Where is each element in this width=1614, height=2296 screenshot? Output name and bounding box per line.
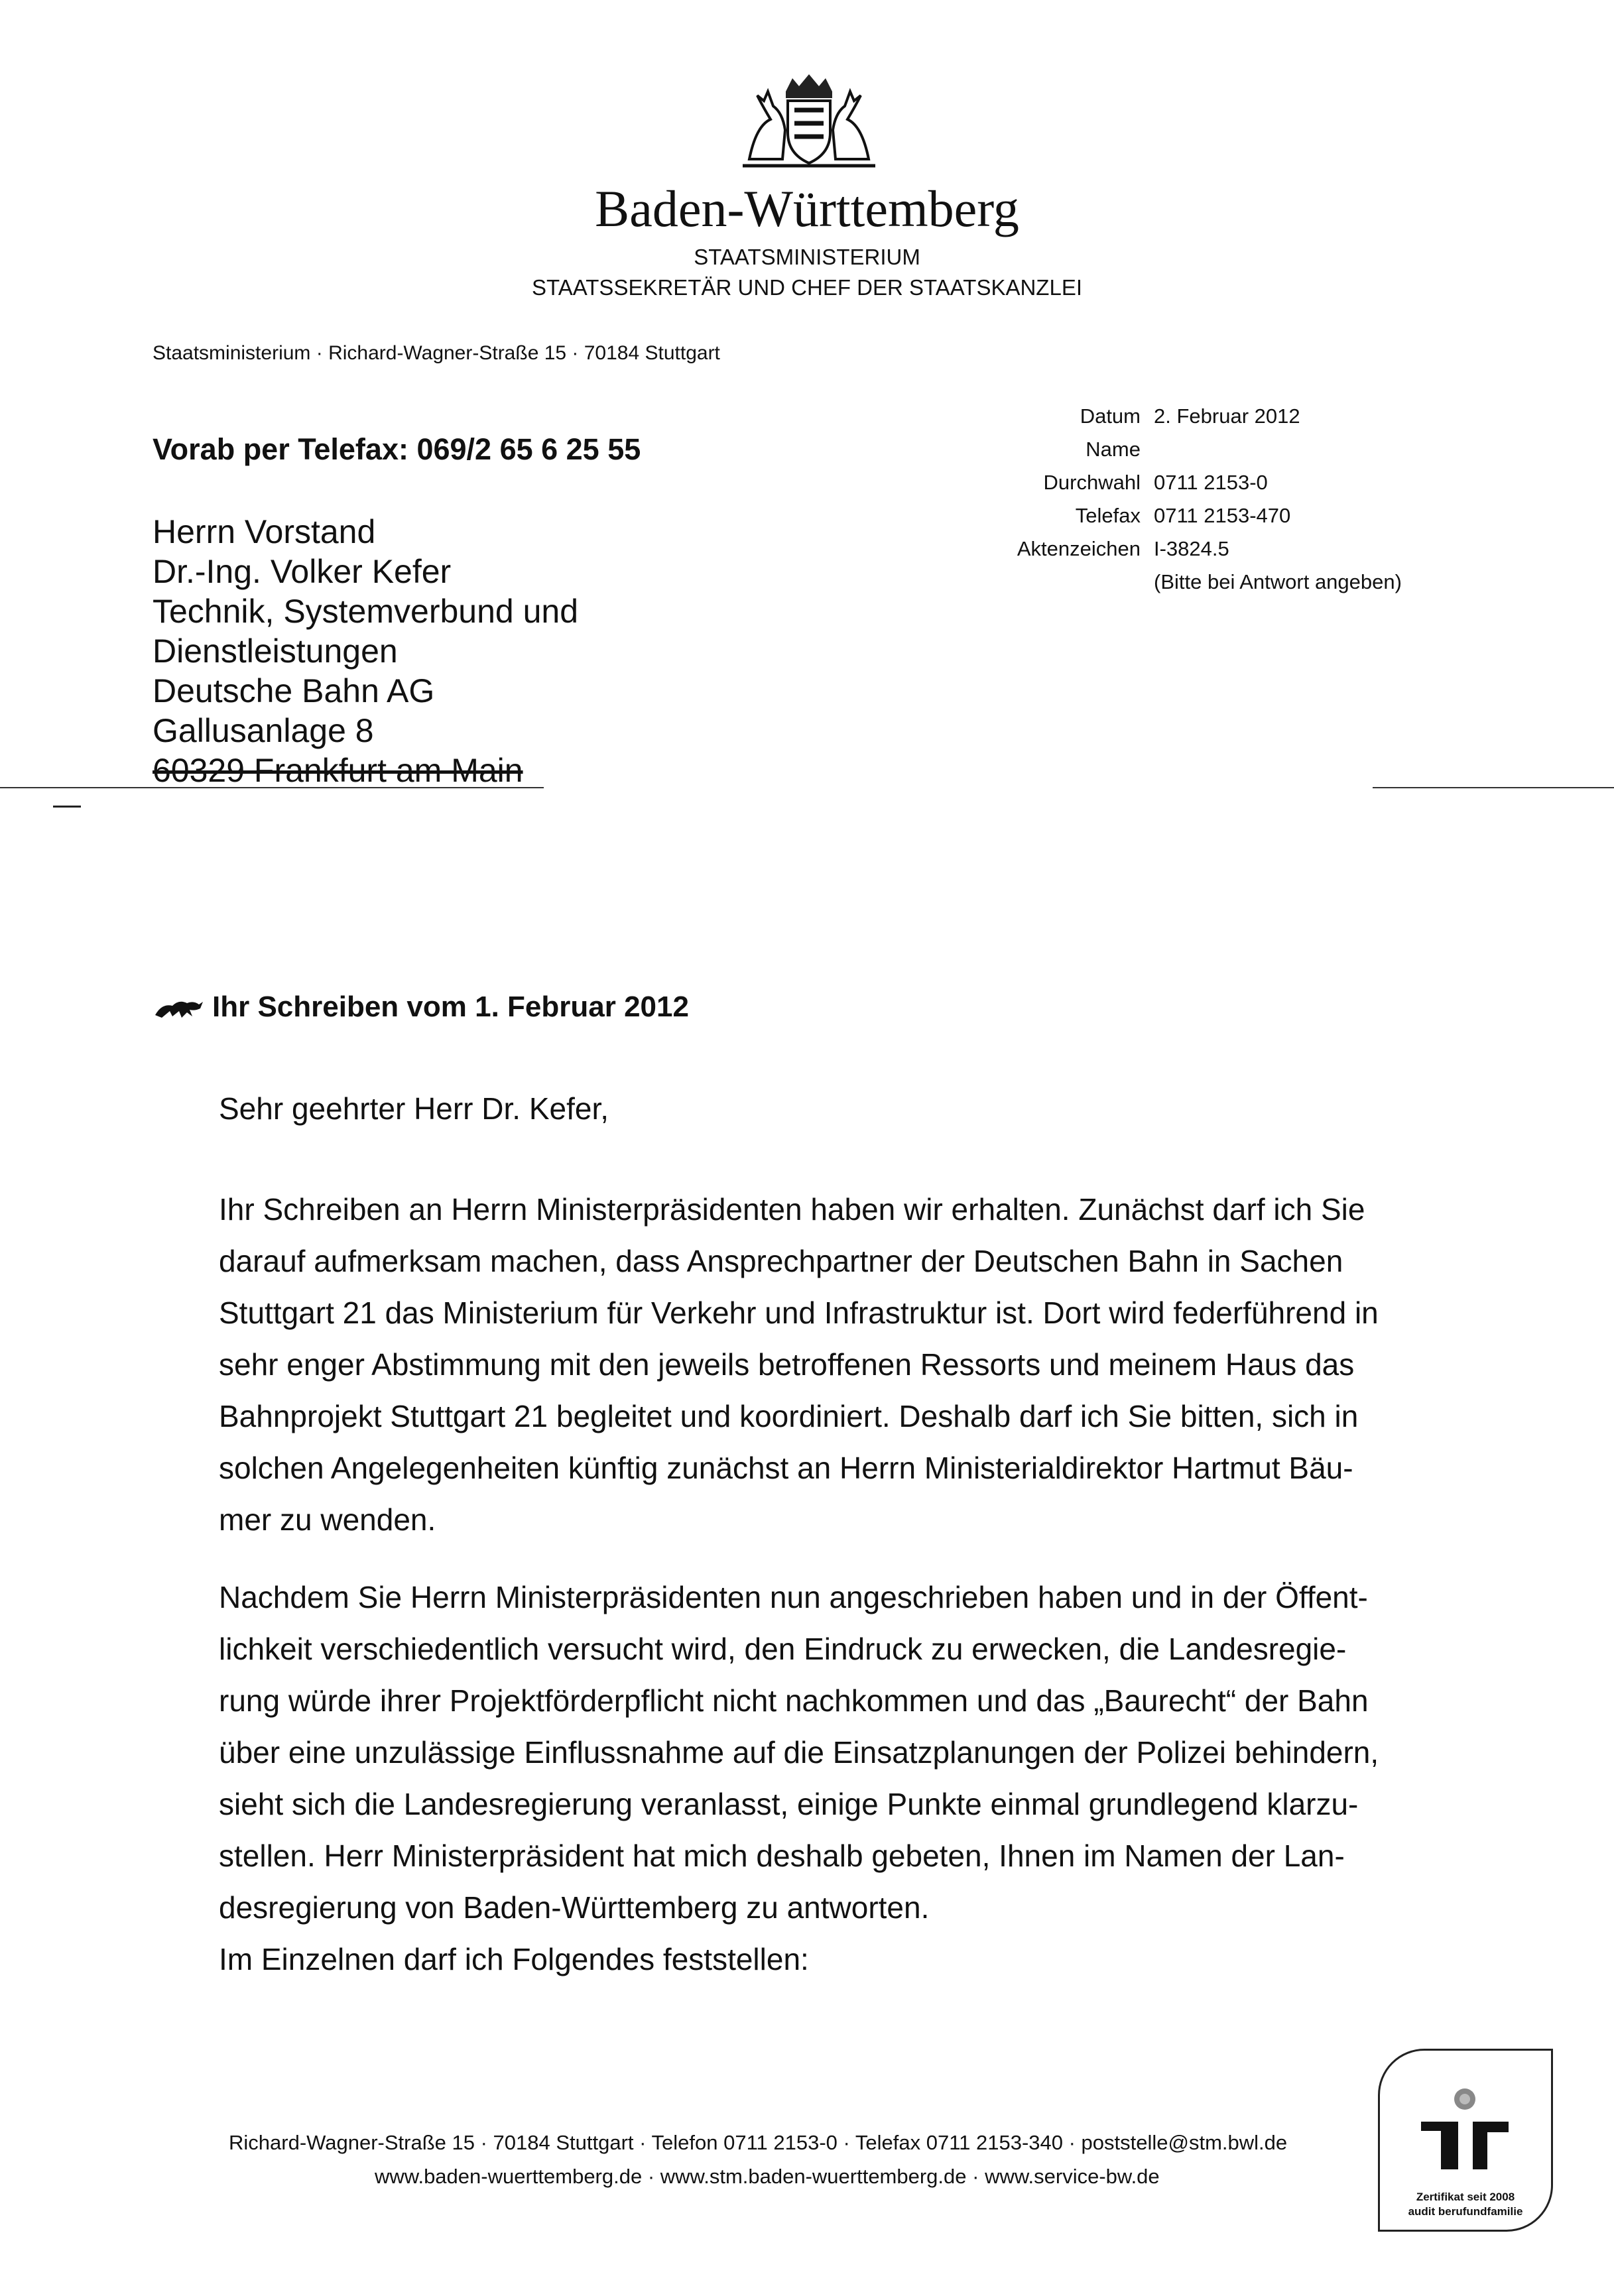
certificate-line: audit berufundfamilie [1408, 2205, 1523, 2218]
meta-label: Name [1086, 438, 1141, 461]
paragraph-line: Stuttgart 21 das Ministerium für Verkehr und Infrastruktur ist. Dort wird federführend in [219, 1296, 1379, 1330]
paragraph-line: Im Einzelnen darf ich Folgendes feststellen: [219, 1942, 809, 1976]
address-line: Dienstleistungen [153, 633, 398, 670]
subject-line [153, 991, 689, 1024]
paragraph-line: über eine unzulässige Einflussnahme auf die Einsatzplanungen der Polizei behindern, [219, 1735, 1379, 1770]
sender-address-line: Staatsministerium · Richard-Wagner-Straße 15 · 70184 Stuttgart [153, 342, 720, 364]
address-line: Gallusanlage 8 [153, 712, 374, 749]
meta-row-note [955, 566, 1402, 599]
body-paragraph [219, 1571, 1492, 1985]
coat-of-arms-icon [729, 66, 889, 172]
body-paragraph [219, 1183, 1492, 1545]
footer-web-line: www.baden-wuerttemberg.de · www.stm.baden-wuerttemberg.de · www.service-bw.de [375, 2165, 1160, 2188]
audit-certificate-icon [1412, 2081, 1518, 2190]
address-line: Dr.-Ing. Volker Kefer [153, 553, 452, 590]
meta-value [1154, 433, 1402, 466]
salutation: Sehr geehrter Herr Dr. Kefer, [219, 1091, 609, 1126]
paragraph-line: solchen Angelegenheiten künftig zunächst an Herrn Ministerialdirektor Hartmut Bäu- [219, 1451, 1353, 1485]
paragraph-line: sehr enger Abstimmung mit den jeweils betroffenen Ressorts und meinem Haus das [219, 1347, 1355, 1382]
paragraph-line: darauf aufmerksam machen, dass Ansprechpartner der Deutschen Bahn in Sachen [219, 1244, 1343, 1278]
lion-icon [153, 997, 206, 1020]
paragraph-line: mer zu wenden. [219, 1502, 436, 1537]
subject-text: Ihr Schreiben vom 1. Februar 2012 [212, 991, 689, 1023]
fax-notice: Vorab per Telefax: 069/2 65 6 25 55 [153, 432, 641, 466]
meta-label [955, 566, 1154, 599]
meta-value: 2. Februar 2012 [1154, 404, 1300, 428]
meta-row-fax [955, 499, 1402, 532]
paragraph-line: sieht sich die Landesregierung veranlasst, einige Punkte einmal grundlegend klarzu- [219, 1787, 1359, 1821]
meta-row-reference [955, 532, 1402, 566]
fold-mark [53, 806, 81, 808]
letter-meta [955, 400, 1402, 599]
meta-row-name [955, 433, 1402, 466]
state-name: Baden-Württemberg [595, 180, 1019, 237]
paragraph-line: rung würde ihrer Projektförderpflicht nicht nachkommen und das „Baurecht“ der Bahn [219, 1683, 1369, 1718]
footer-contact-line: Richard-Wagner-Straße 15 · 70184 Stuttgart · Telefon 0711 2153-0 · Telefax 0711 2153-340 · poststelle@stm.bwl.de [229, 2131, 1288, 2154]
paragraph-line: stellen. Herr Ministerpräsident hat mich deshalb gebeten, Ihnen im Namen der Lan- [219, 1839, 1345, 1873]
address-line: Herrn Vorstand [153, 513, 376, 550]
paragraph-line: Nachdem Sie Herrn Ministerpräsidenten nun angeschrieben haben und in der Öffent- [219, 1580, 1368, 1614]
meta-value: I-3824.5 [1154, 537, 1229, 560]
fold-line [1373, 787, 1614, 788]
certificate-text [1380, 2190, 1551, 2219]
paragraph-line: Bahnprojekt Stuttgart 21 begleitet und koordiniert. Deshalb darf ich Sie bitten, sich in [219, 1399, 1359, 1433]
meta-value: (Bitte bei Antwort angeben) [1154, 570, 1402, 593]
audit-certificate [1378, 2049, 1553, 2232]
meta-label: Telefax [1075, 504, 1141, 527]
address-line: Deutsche Bahn AG [153, 672, 435, 709]
paragraph-line: lichkeit verschiedentlich versucht wird, den Eindruck zu erwecken, die Landesregie- [219, 1632, 1347, 1666]
paragraph-line: desregierung von Baden-Württemberg zu antworten. [219, 1890, 930, 1925]
meta-value: 0711 2153-470 [1154, 504, 1291, 527]
meta-label: Aktenzeichen [1017, 537, 1141, 560]
certificate-line: Zertifikat seit 2008 [1416, 2191, 1515, 2203]
ministry-name: STAATSMINISTERIUM [694, 245, 920, 269]
meta-label: Datum [1080, 404, 1141, 428]
address-line: 60329 Frankfurt am Main [153, 752, 523, 789]
meta-label: Durchwahl [1043, 471, 1141, 494]
secretary-title: STAATSSEKRETÄR UND CHEF DER STAATSKANZLEI [531, 275, 1082, 300]
meta-row-phone [955, 466, 1402, 499]
meta-row-date [955, 400, 1402, 433]
fold-line [0, 787, 544, 788]
meta-value: 0711 2153-0 [1154, 471, 1268, 494]
recipient-address [153, 512, 578, 790]
paragraph-line: Ihr Schreiben an Herrn Ministerpräsidenten haben wir erhalten. Zunächst darf ich Sie [219, 1192, 1365, 1227]
address-line: Technik, Systemverbund und [153, 593, 579, 630]
